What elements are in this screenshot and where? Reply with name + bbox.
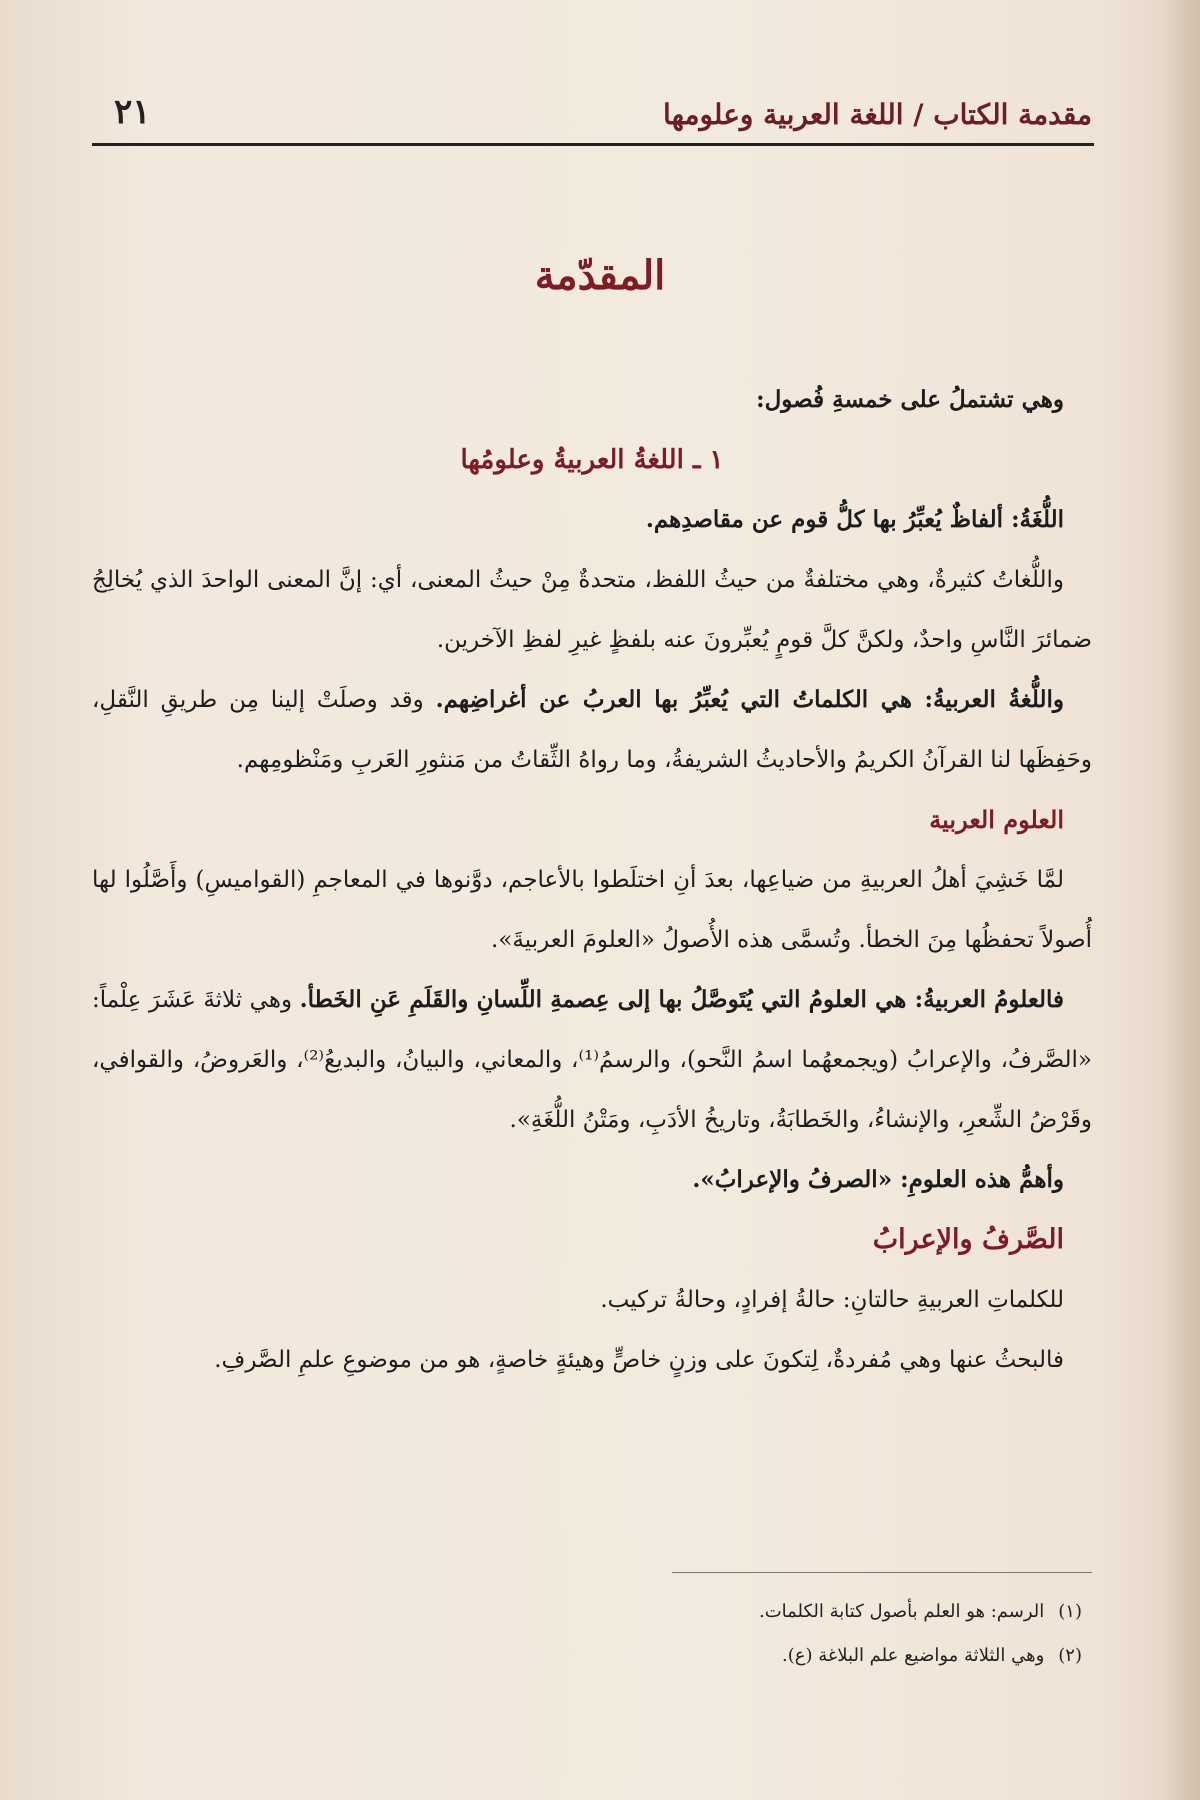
- subheading-ulum: العلوم العربية: [929, 805, 1064, 834]
- subheading-sarf: الصَّرفُ والإعرابُ: [872, 1224, 1064, 1255]
- intro-line: وهي تشتملُ على خمسةِ فُصول:: [756, 386, 1064, 413]
- paragraph-arabiya-lead: واللُّغةُ العربيةُ: هي الكلماتُ التي يُعبِّرُ بها العربُ عن أغراضِهم.: [435, 686, 1064, 713]
- footnote-number: (٢): [1058, 1645, 1082, 1666]
- paragraph-ahamm: وأهمُّ هذه العلومِ: «الصرفُ والإعرابُ».: [692, 1166, 1064, 1193]
- paragraph-arabiya-rest: وقد وصلَتْ إلينا مِن طريقِ النَّقلِ، وحَفِظَها لنا القرآنُ الكريمُ والأحاديثُ الشريفةُ، وما رواهُ الثِّقاتُ من مَنثورِ العَربِ ومَنْظومِهم.: [92, 687, 1092, 773]
- body-text: [92, 370, 1092, 1570]
- paragraph-def-ulum: [92, 970, 1092, 1150]
- footnote: [92, 1590, 1082, 1634]
- section-heading: ١ ـ اللغةُ العربيةُ وعلومُها: [460, 445, 724, 475]
- page-number: ٢١: [114, 92, 151, 132]
- paragraph-lughat: واللُّغاتُ كثيرةٌ، وهي مختلفةٌ من حيثُ اللفظ، متحدةٌ مِنْ حيثُ المعنى، أي: إنَّ المعنى الواحدَ الذي يُخالِجُ ضمائرَ النَّاسِ واحدٌ، ولكنَّ كلَّ قومٍ يُعبِّرونَ عنه بلفظٍ غيرِ لفظِ الآخرين.: [92, 567, 1092, 653]
- running-title: مقدمة الكتاب / اللغة العربية وعلومها: [663, 98, 1092, 131]
- page-header: [92, 92, 1092, 142]
- paragraph-ulum: لمَّا خَشِيَ أهلُ العربيةِ من ضياعِها، بعدَ أنِ اختلَطوا بالأعاجم، دوَّنوها في المعاجمِ (القواميسِ) وأَصَّلُوا لها أُصولاً تحفظُها مِنَ الخطأ. وتُسمَّى هذه الأُصولُ «العلومَ العربيةَ».: [92, 867, 1092, 953]
- paragraph-bahth: فالبحثُ عنها وهي مُفردةٌ، لِتكونَ على وزنٍ خاصٍّ وهيئةٍ خاصةٍ، هو من موضوعِ علمِ الصَّرفِ.: [214, 1347, 1064, 1373]
- footnote-text: الرسم: هو العلم بأصول كتابة الكلمات.: [758, 1601, 1045, 1622]
- header-rule: [92, 143, 1094, 146]
- footnote: [92, 1634, 1082, 1678]
- paragraph-arabiya: [92, 670, 1092, 790]
- footnote-number: (١): [1058, 1601, 1082, 1622]
- chapter-title: المقدّمة: [534, 252, 666, 299]
- footnote-text: وهي الثلاثة مواضيع علم البلاغة (ع).: [782, 1645, 1045, 1666]
- paragraph-def-ulum-rest: وهي ثلاثةَ عَشَرَ عِلْماً: «الصَّرفُ، والإعرابُ (ويجمعهُما اسمُ النَّحو)، والرسمُ⁽¹⁾، والمعاني، والبيانُ، والبديعُ⁽²⁾، والعَروضُ، والقوافي، وقَرْضُ الشِّعرِ، والإنشاءُ، والخَطابَةُ، وتاريخُ الأدَبِ، ومَتْنُ اللُّغَةِ».: [92, 987, 1092, 1133]
- definition-lugha: اللُّغَةُ: ألفاظٌ يُعبِّرُ بها كلُّ قوم عن مقاصدِهم.: [645, 506, 1064, 533]
- footnotes: [92, 1590, 1082, 1678]
- paragraph-def-ulum-lead: فالعلومُ العربيةُ: هي العلومُ التي يُتَوصَّلُ بها إلى عِصمةِ اللِّسانِ والقَلَمِ عَنِ الخَطأ.: [299, 986, 1064, 1013]
- footnote-rule: [672, 1572, 1092, 1573]
- paragraph-halatan: للكلماتِ العربيةِ حالتانِ: حالةُ إفرادٍ، وحالةُ تركيب.: [600, 1287, 1064, 1313]
